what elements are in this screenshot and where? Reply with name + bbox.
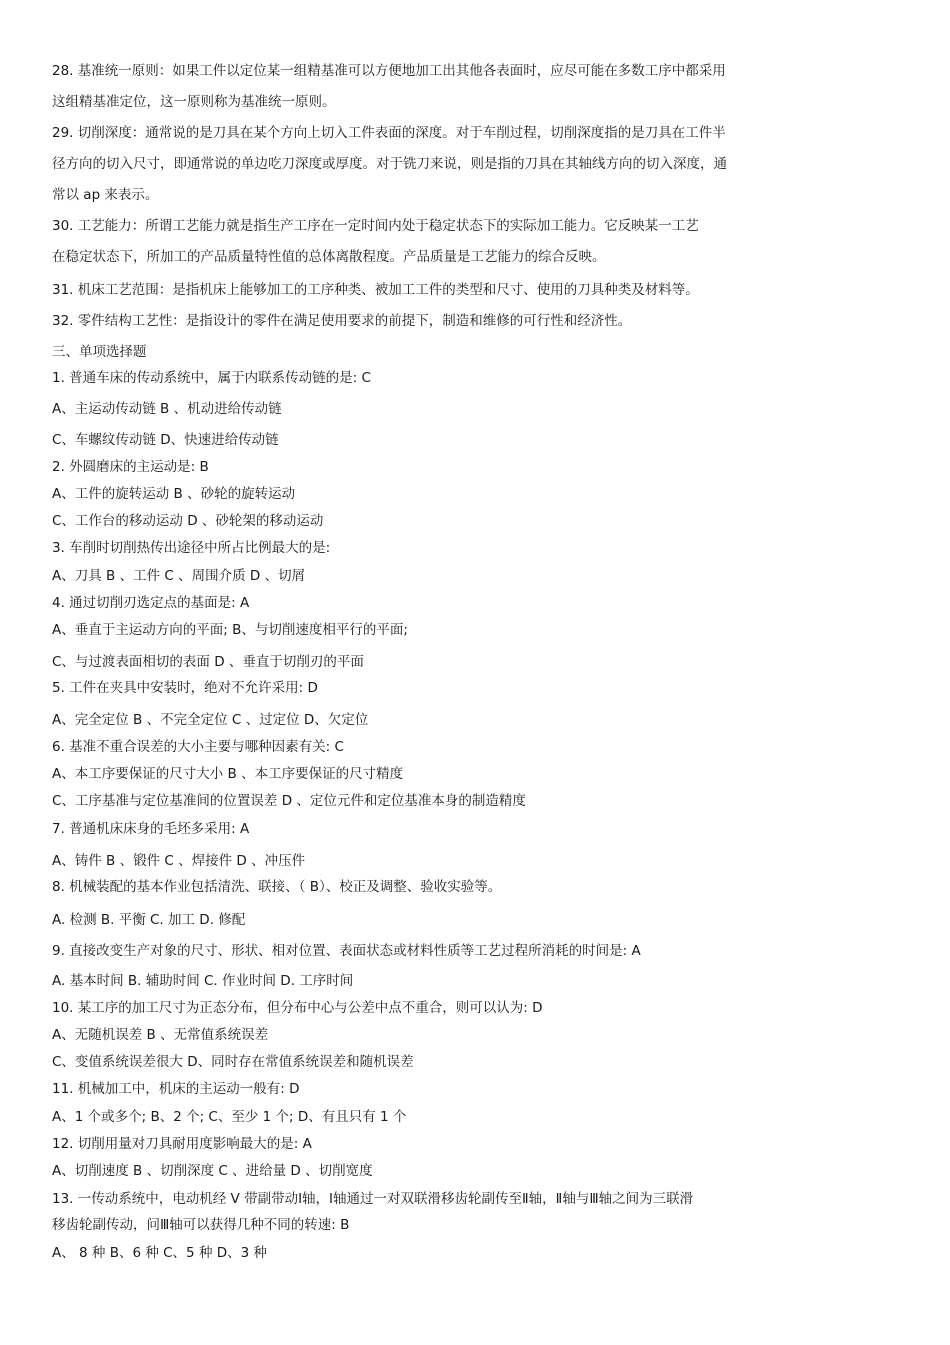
question-5-options: A、完全定位 B 、不完全定位 C 、过定位 D、欠定位 bbox=[52, 712, 369, 728]
question-8: 8. 机械装配的基本作业包括清洗、联接、（ B）、校正及调整、验收实验等。 bbox=[52, 879, 502, 895]
question-12: 12. 切削用量对刀具耐用度影响最大的是: A bbox=[52, 1136, 312, 1152]
question-7: 7. 普通机床床身的毛坯多采用: A bbox=[52, 821, 250, 837]
question-4: 4. 通过切削刃选定点的基面是: A bbox=[52, 595, 250, 611]
question-10-options-cd: C、变值系统误差很大 D、同时存在常值系统误差和随机误差 bbox=[52, 1054, 414, 1070]
definition-32: 32. 零件结构工艺性：是指设计的零件在满足使用要求的前提下，制造和维修的可行性和经济性。 bbox=[52, 313, 632, 329]
question-6: 6. 基准不重合误差的大小主要与哪种因素有关: C bbox=[52, 739, 344, 755]
question-8-options: A. 检测 B. 平衡 C. 加工 D. 修配 bbox=[52, 912, 246, 928]
question-1-options-cd: C、车螺纹传动链 D、快速进给传动链 bbox=[52, 432, 279, 448]
question-2-options-cd: C、工作台的移动运动 D 、砂轮架的移动运动 bbox=[52, 513, 324, 529]
definition-30-line-1: 30. 工艺能力：所谓工艺能力就是指生产工序在一定时间内处于稳定状态下的实际加工能力。它反映某一工艺 bbox=[52, 218, 699, 234]
question-2-options-ab: A、工件的旋转运动 B 、砂轮的旋转运动 bbox=[52, 486, 296, 502]
definition-30-line-2: 在稳定状态下，所加工的产品质量特性值的总体离散程度。产品质量是工艺能力的综合反映。 bbox=[52, 249, 606, 265]
definition-31: 31. 机床工艺范围：是指机床上能够加工的工序种类、被加工工件的类型和尺寸、使用的刀具种类及材料等。 bbox=[52, 282, 699, 298]
question-3: 3. 车削时切削热传出途径中所占比例最大的是: bbox=[52, 540, 331, 556]
question-11-options: A、1 个或多个; B、2 个; C、至少 1 个; D、有且只有 1 个 bbox=[52, 1109, 407, 1125]
question-9: 9. 直接改变生产对象的尺寸、形状、相对位置、表面状态或材料性质等工艺过程所消耗的时间是: A bbox=[52, 943, 641, 959]
question-4-options-cd: C、与过渡表面相切的表面 D 、垂直于切削刃的平面 bbox=[52, 654, 364, 670]
definition-28-line-2: 这组精基准定位，这一原则称为基准统一原则。 bbox=[52, 94, 336, 110]
section-heading: 三、单项选择题 bbox=[52, 344, 147, 360]
question-13-line-2: 移齿轮副传动，问Ⅲ轴可以获得几种不同的转速: B bbox=[52, 1217, 350, 1233]
definition-29-line-2: 径方向的切入尺寸，即通常说的单边吃刀深度或厚度。对于铣刀来说，则是指的刀具在其轴线方向的切入深度，通 bbox=[52, 156, 727, 172]
question-9-options: A. 基本时间 B. 辅助时间 C. 作业时间 D. 工序时间 bbox=[52, 973, 354, 989]
definition-28-line-1: 28. 基准统一原则：如果工件以定位某一组精基准可以方便地加工出其他各表面时，应尽可能在多数工序中都采用 bbox=[52, 63, 726, 79]
question-5: 5. 工件在夹具中安装时，绝对不允许采用: D bbox=[52, 680, 318, 696]
question-1-options-ab: A、主运动传动链 B 、机动进给传动链 bbox=[52, 401, 282, 417]
question-1: 1. 普通车床的传动系统中，属于内联系传动链的是: C bbox=[52, 370, 371, 386]
question-10-options-ab: A、无随机误差 B 、无常值系统误差 bbox=[52, 1027, 269, 1043]
question-12-options: A、切削速度 B 、切削深度 C 、进给量 D 、切削宽度 bbox=[52, 1163, 373, 1179]
definition-29-line-1: 29. 切削深度：通常说的是刀具在某个方向上切入工件表面的深度。对于车削过程，切削深度指的是刀具在工件半 bbox=[52, 125, 726, 141]
question-2: 2. 外圆磨床的主运动是: B bbox=[52, 459, 209, 475]
question-10: 10. 某工序的加工尺寸为正态分布，但分布中心与公差中点不重合，则可以认为: D bbox=[52, 1000, 543, 1016]
question-4-options-ab: A、垂直于主运动方向的平面; B、与切削速度相平行的平面; bbox=[52, 622, 408, 638]
question-13-options: A、 8 种 B、6 种 C、5 种 D、3 种 bbox=[52, 1245, 268, 1261]
question-13-line-1: 13. 一传动系统中，电动机经 V 带副带动Ⅰ轴，Ⅰ轴通过一对双联滑移齿轮副传至Ⅱ轴，Ⅱ轴与Ⅲ轴之间为三联滑 bbox=[52, 1191, 694, 1207]
question-6-options-ab: A、本工序要保证的尺寸大小 B 、本工序要保证的尺寸精度 bbox=[52, 766, 404, 782]
question-7-options: A、铸件 B 、锻件 C 、焊接件 D 、冲压件 bbox=[52, 853, 306, 869]
question-6-options-cd: C、工序基准与定位基准间的位置误差 D 、定位元件和定位基准本身的制造精度 bbox=[52, 793, 526, 809]
question-11: 11. 机械加工中，机床的主运动一般有: D bbox=[52, 1081, 300, 1097]
question-3-options: A、刀具 B 、工件 C 、周围介质 D 、切屑 bbox=[52, 568, 306, 584]
definition-29-line-3: 常以 ap 来表示。 bbox=[52, 187, 159, 203]
